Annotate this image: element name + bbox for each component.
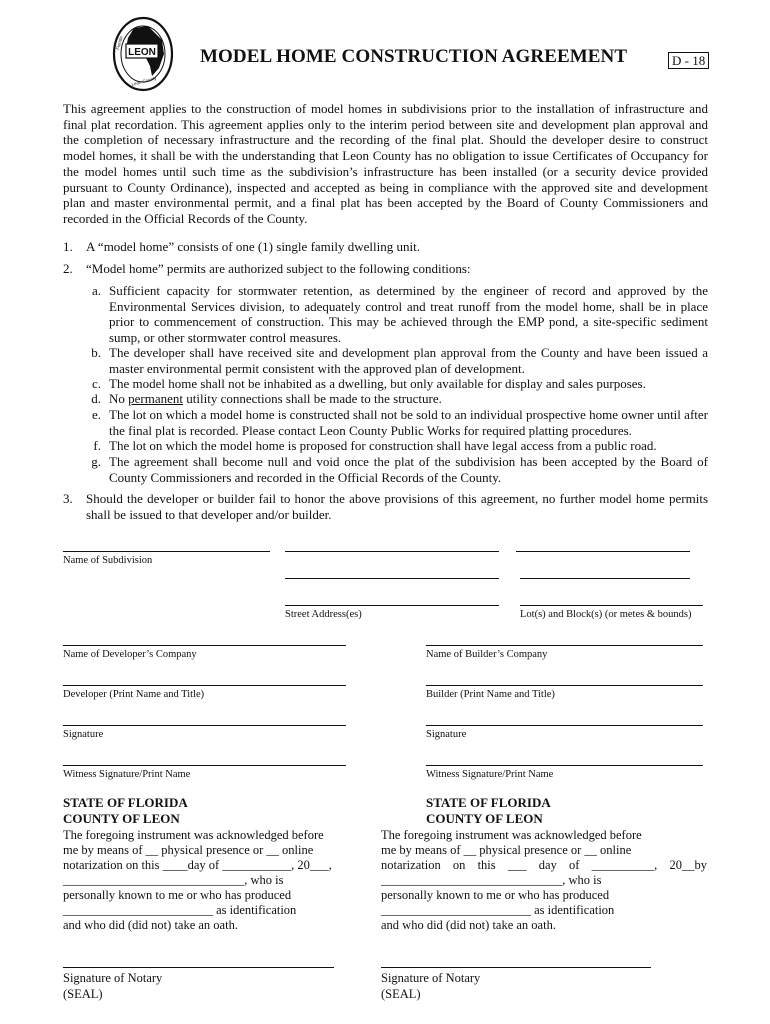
builder-print-line[interactable]: [426, 685, 703, 686]
subdivision-line[interactable]: [63, 551, 270, 552]
notary-right-word: 20__by: [669, 858, 707, 872]
subdivision-label: Name of Subdivision: [63, 555, 153, 566]
svg-text:LEON: LEON: [128, 47, 156, 58]
lots-line-2[interactable]: [520, 578, 690, 579]
notary-state-right: STATE OF FLORIDA: [426, 795, 551, 810]
notary-right-line-2: me by means of __ physical presence or __ online: [381, 843, 632, 857]
builder-company-line[interactable]: [426, 645, 703, 646]
list-text: Should the developer or builder fail to honor the above provisions of this agreement, no further model home permits shall be issued to that developer and/or builder.: [86, 491, 708, 522]
developer-company-line[interactable]: [63, 645, 346, 646]
notary-right-line-4: _____________________________, who is: [381, 873, 602, 887]
condition-letter: d.: [91, 391, 101, 406]
builder-company-label: Name of Builder’s Company: [426, 649, 548, 660]
condition-text: Sufficient capacity for stormwater retention, as determined by the engineer of record and approved by the Environmental Services division, to adequately control and treat runoff from the model home, shall be in place prior to commencement of construction. This may be achieved through the EMP pond, a site-specific sediment sump, or other stormwater control measures.: [109, 283, 708, 346]
notary-right-word: __________,: [591, 858, 658, 872]
condition-letter: e.: [91, 407, 101, 422]
condition-letter: a.: [91, 283, 101, 298]
notary-seal-right: (SEAL): [381, 987, 421, 1001]
condition-text: The lot on which the model home is proposed for construction shall have legal access from a public road.: [109, 438, 657, 453]
lots-line-1[interactable]: [516, 551, 690, 552]
notary-signature-label-left: Signature of Notary: [63, 971, 163, 985]
developer-witness-line[interactable]: [63, 765, 346, 766]
notary-right-word: on: [452, 858, 466, 872]
notary-right-word: notarization: [381, 858, 441, 872]
list-text: “Model home” permits are authorized subject to the following conditions:: [86, 261, 471, 276]
list-text: A “model home” consists of one (1) single family dwelling unit.: [86, 239, 420, 254]
notary-left-line-7: and who did (did not) take an oath.: [63, 918, 238, 932]
notary-right-line-5: personally known to me or who has produced: [381, 888, 610, 902]
condition-a: [86, 283, 708, 346]
condition-c: [86, 376, 708, 392]
condition-letter: g.: [91, 454, 101, 469]
street-address-label: Street Address(es): [285, 609, 362, 620]
form-number-badge: D - 18: [668, 52, 709, 69]
condition-e: [86, 407, 708, 438]
developer-company-label: Name of Developer’s Company: [63, 649, 197, 660]
condition-text: [109, 391, 708, 407]
leon-county-seal-logo: [112, 14, 174, 92]
condition-text: The developer shall have received site and development plan approval from the County and have been issued a master environmental permit consistent with the approved plan of development.: [109, 345, 708, 376]
notary-right-word: of: [569, 858, 580, 872]
condition-text-underlined: permanent: [128, 391, 184, 406]
list-item-2: [63, 261, 708, 277]
street-address-line-3[interactable]: [285, 605, 499, 606]
notary-left-line-6: ________________________ as identification: [63, 903, 297, 917]
notary-right-word: day: [538, 858, 557, 872]
condition-b: [86, 345, 708, 376]
street-address-line-1[interactable]: [285, 551, 499, 552]
developer-signature-label: Signature: [63, 729, 104, 740]
builder-signature-label: Signature: [426, 729, 467, 740]
notary-left-line-1: The foregoing instrument was acknowledged before: [63, 828, 324, 842]
condition-text: The lot on which a model home is constructed shall not be sold to an individual prospective home owner until after the final plat is recorded. Please contact Leon County Public Works for required platting procedures.: [109, 407, 708, 438]
notary-right-line-7: and who did (did not) take an oath.: [381, 918, 556, 932]
condition-text: The model home shall not be inhabited as a dwelling, but only available for display and sales purposes.: [109, 376, 646, 391]
notary-right-line-6: ________________________ as identification: [381, 903, 615, 917]
svg-text:Leon County: Leon County: [130, 75, 157, 87]
svg-text:Florida: Florida: [115, 35, 124, 51]
notary-state-left: STATE OF FLORIDA: [63, 795, 188, 810]
builder-print-label: Builder (Print Name and Title): [426, 689, 555, 700]
notary-signature-line-right[interactable]: [381, 967, 651, 968]
condition-g: [86, 454, 708, 485]
condition-text-pre: No: [109, 391, 129, 406]
notary-seal-left: (SEAL): [63, 987, 103, 1001]
builder-signature-line[interactable]: [426, 725, 703, 726]
notary-left-line-2: me by means of __ physical presence or __ online: [63, 843, 314, 857]
condition-letter: b.: [91, 345, 101, 360]
list-number: 1.: [63, 239, 73, 254]
list-number: 2.: [63, 261, 73, 276]
notary-left-line-4: _____________________________, who is: [63, 873, 284, 887]
notary-right-word: this: [477, 858, 496, 872]
list-number: 3.: [63, 491, 73, 506]
builder-witness-label: Witness Signature/Print Name: [426, 769, 554, 780]
notary-right-line-3: [381, 858, 707, 873]
document-title: MODEL HOME CONSTRUCTION AGREEMENT: [200, 46, 628, 67]
list-item-1: [63, 239, 708, 255]
condition-text: The agreement shall become null and void once the plat of the subdivision has been accepted by the Board of County Commissioners and recorded in the Official Records of the County.: [109, 454, 708, 485]
condition-d: [86, 391, 708, 407]
developer-signature-line[interactable]: [63, 725, 346, 726]
notary-signature-label-right: Signature of Notary: [381, 971, 481, 985]
notary-right-word: ___: [507, 858, 527, 872]
lots-line-3[interactable]: [520, 605, 703, 606]
notary-county-left: COUNTY OF LEON: [63, 811, 180, 826]
developer-print-label: Developer (Print Name and Title): [63, 689, 205, 700]
builder-witness-line[interactable]: [426, 765, 703, 766]
condition-letter: f.: [93, 438, 101, 453]
notary-signature-line-left[interactable]: [63, 967, 334, 968]
notary-left-line-5: personally known to me or who has produced: [63, 888, 292, 902]
list-item-3: [63, 491, 708, 522]
intro-paragraph: This agreement applies to the construction of model homes in subdivisions prior to the installation of infrastructure and final plat recordation. This agreement applies only to the interim period between site and development plan approval and the completion of necessary infrastructure and the recording of the final plat. Should the developer desire to construct model homes, it shall be with the understanding that Leon County has no obligation to issue Certificates of Occupancy for the model homes until such time as the subdivision’s infrastructure has been installed (or a security device provided pursuant to County Ordinance), inspected and accepted as being in compliance with the approved site and development plan and master environmental permit, and a final plat has been accepted by the Board of County Commissioners and recorded in the Official Records of the County.: [63, 101, 708, 226]
notary-left-line-3: notarization on this ____day of ___________, 20___,: [63, 858, 332, 872]
condition-letter: c.: [91, 376, 101, 391]
developer-witness-label: Witness Signature/Print Name: [63, 769, 191, 780]
lots-label: Lot(s) and Block(s) (or metes & bounds): [520, 609, 692, 620]
notary-county-right: COUNTY OF LEON: [426, 811, 543, 826]
street-address-line-2[interactable]: [285, 578, 499, 579]
condition-text-post: utility connections shall be made to the structure.: [183, 391, 442, 406]
developer-print-line[interactable]: [63, 685, 346, 686]
notary-right-line-1: The foregoing instrument was acknowledged before: [381, 828, 642, 842]
condition-f: [86, 438, 708, 454]
